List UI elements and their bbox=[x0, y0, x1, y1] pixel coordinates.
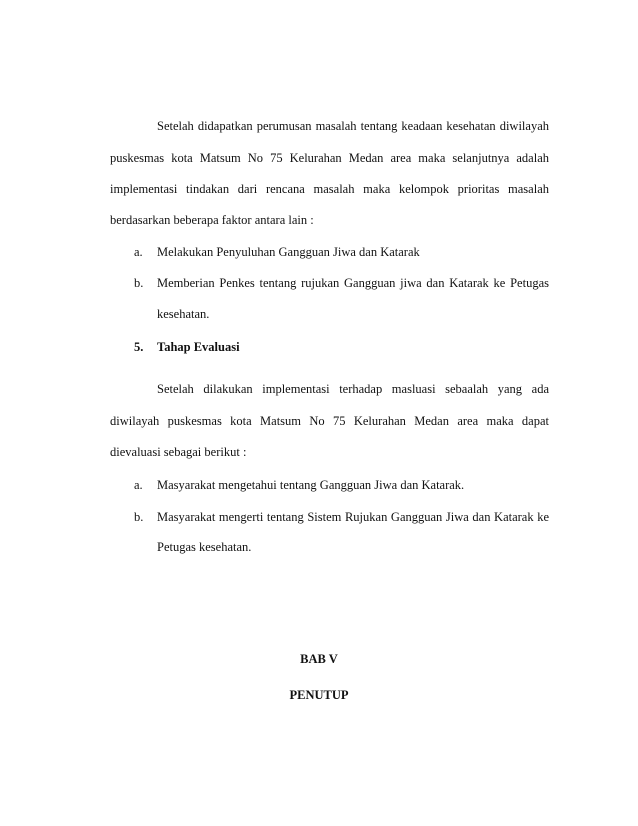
paragraph-1-line-2: puskesmas kota Matsum No 75 Kelurahan Medan area maka selanjutnya adalah bbox=[110, 151, 549, 165]
paragraph-2-line-2: diwilayah puskesmas kota Matsum No 75 Kelurahan Medan area maka dapat bbox=[110, 414, 549, 428]
list-1-item-b-text-line-1: Memberian Penkes tentang rujukan Gangguan jiwa dan Katarak ke Petugas bbox=[157, 276, 549, 290]
list-2-item-b-marker: b. bbox=[134, 510, 144, 524]
paragraph-2-line-3: dievaluasi sebagai berikut : bbox=[110, 445, 247, 459]
list-1-item-a-marker: a. bbox=[134, 245, 143, 259]
list-1-item-b-marker: b. bbox=[134, 276, 144, 290]
chapter-title: PENUTUP bbox=[289, 688, 349, 702]
list-2-item-a-text: Masyarakat mengetahui tentang Gangguan Jiwa dan Katarak. bbox=[157, 478, 465, 492]
list-2-item-b-text-line-1: Masyarakat mengerti tentang Sistem Rujukan Gangguan Jiwa dan Katarak ke bbox=[157, 510, 549, 524]
paragraph-1-line-3: implementasi tindakan dari rencana masalah maka kelompok prioritas masalah bbox=[110, 182, 549, 196]
list-2-item-b-text-line-2: Petugas kesehatan. bbox=[157, 540, 252, 554]
list-1-item-a-text: Melakukan Penyuluhan Gangguan Jiwa dan Katarak bbox=[157, 245, 420, 259]
section-5-title: Tahap Evaluasi bbox=[157, 340, 240, 354]
list-1-item-b-text-line-2: kesehatan. bbox=[157, 307, 210, 321]
chapter-label: BAB V bbox=[300, 652, 338, 666]
paragraph-2-line-1: Setelah dilakukan implementasi terhadap masluasi sebaalah yang ada bbox=[157, 382, 549, 396]
list-2-item-a-marker: a. bbox=[134, 478, 143, 492]
paragraph-1-line-1: Setelah didapatkan perumusan masalah tentang keadaan kesehatan diwilayah bbox=[157, 119, 549, 133]
paragraph-1-line-4: berdasarkan beberapa faktor antara lain : bbox=[110, 213, 314, 227]
section-5-number: 5. bbox=[134, 340, 144, 354]
